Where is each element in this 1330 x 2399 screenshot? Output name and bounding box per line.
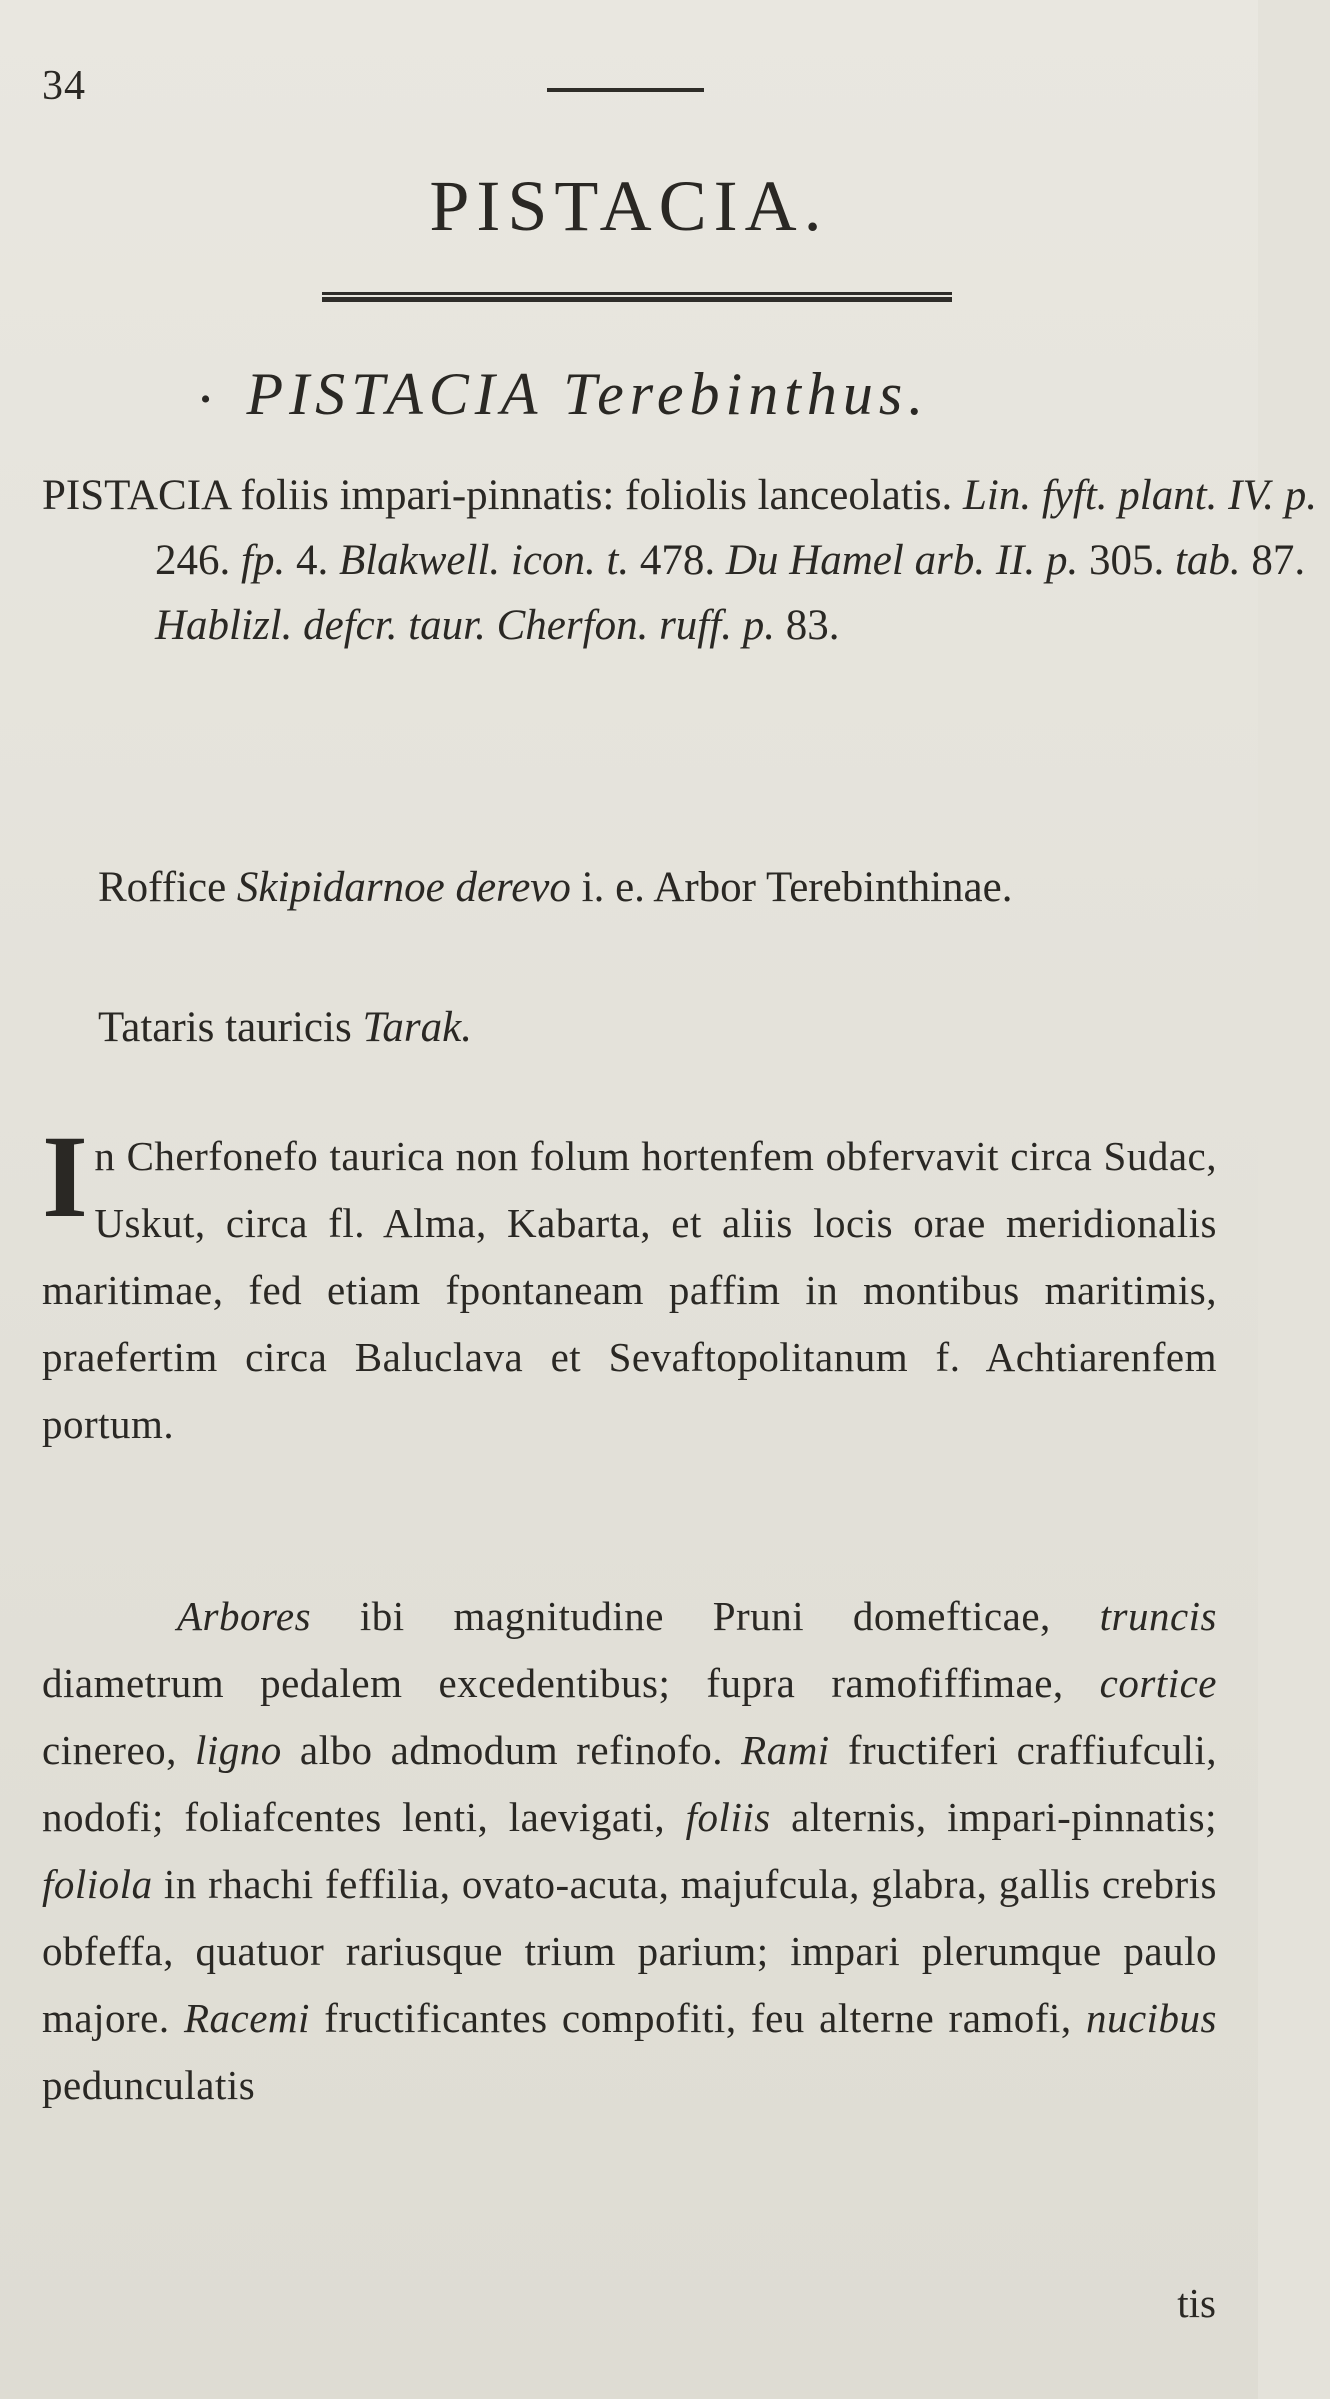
ref-duhamel-tab: tab. <box>1174 537 1241 584</box>
synonymy-entry <box>42 463 1330 658</box>
desc-text-6: alternis, impari-pinnatis; <box>770 1794 1217 1840</box>
vernacular-tatar <box>98 995 1273 1060</box>
title-double-rule <box>322 292 952 302</box>
desc-text-4: albo admodum refinofo. <box>281 1727 742 1773</box>
term-ligno: ligno <box>195 1727 282 1773</box>
drop-cap: I <box>42 1111 89 1242</box>
desc-text-2: diametrum pedalem excedentibus; fupra ramofiffimae, <box>42 1660 1100 1706</box>
header-rule <box>547 88 704 92</box>
ref-blakwell: Blakwell. icon. t. <box>338 537 630 584</box>
ref-linnaeus-page: 246. <box>155 537 231 584</box>
term-rami: Rami <box>741 1727 830 1773</box>
ref-duhamel: Du Hamel arb. II. p. <box>725 537 1079 584</box>
term-truncis: truncis <box>1099 1593 1217 1639</box>
desc-text-1: ibi magnitudine Pruni domefticae, <box>311 1593 1100 1639</box>
vernacular-russian-lead: Roffice <box>98 864 227 911</box>
paragraph-description <box>42 1583 1217 2119</box>
ref-linnaeus-sp: fp. <box>241 537 286 584</box>
vernacular-tatar-name: Tarak. <box>362 1004 472 1051</box>
desc-text-5: fructiferi craffiufculi, nodofi; foliafcentes lenti, laevigati, <box>42 1727 1218 1840</box>
desc-text-3: cinereo, <box>42 1727 196 1773</box>
ref-hablizl: Hablizl. defcr. taur. Cherfon. ruff. <box>155 602 732 649</box>
species-name: PISTACIA Terebinthus. <box>246 361 930 427</box>
term-foliola: foliola <box>42 1861 153 1907</box>
ref-blakwell-num: 478. <box>639 537 716 584</box>
paragraph-habitat <box>42 1111 1217 1458</box>
desc-text-8: fructificantes compofiti, feu alterne ramofi, <box>309 1995 1086 2041</box>
vernacular-tatar-lead: Tataris tauricis <box>98 1004 352 1051</box>
term-nucibus: nucibus <box>1085 1995 1217 2041</box>
ref-hablizl-num: 83. <box>785 602 840 649</box>
term-cortice: cortice <box>1099 1660 1217 1706</box>
term-racemi: Racemi <box>183 1995 310 2041</box>
ref-duhamel-tabnum: 87. <box>1251 537 1306 584</box>
desc-text-7: in rhachi feffilia, ovato-acuta, majufcula, glabra, gallis crebris obfeffa, quatuor rariusque trium parium; impari plerumque paulo majore. <box>42 1861 1217 2041</box>
species-bullet: • <box>200 383 217 417</box>
ref-hablizl-p: p. <box>742 602 775 649</box>
term-foliis: foliis <box>685 1794 771 1840</box>
vernacular-russian-rest: i. e. Arbor Terebinthinae. <box>581 864 1013 911</box>
ref-duhamel-num: 305. <box>1088 537 1165 584</box>
desc-text-9: pedunculatis <box>42 2062 256 2108</box>
paragraph-habitat-text: n Cherfonefo taurica non folum hortenfem obfervavit circa Sudac, Uskut, circa fl. Alma, Kabarta, et aliis locis orae meridionalis maritimae, fed etiam fpontaneam paffim in montibus maritimis, praefertim circa Baluclava et Sevaftopolitanum f. Achtiarenfem portum. <box>42 1133 1217 1447</box>
page-number: 34 <box>42 63 86 109</box>
vernacular-russian <box>98 855 1274 920</box>
synonymy-lead: PISTACIA foliis impari-pinnatis: foliolis lanceolatis. <box>42 472 953 519</box>
species-heading <box>200 360 929 429</box>
ref-linnaeus: Lin. fyft. plant. IV. p. <box>962 472 1317 519</box>
vernacular-russian-name: Skipidarnoe derevo <box>236 864 571 911</box>
term-arbores: Arbores <box>177 1593 312 1639</box>
page-title: PISTACIA. <box>429 166 829 246</box>
catchword: tis <box>1177 2280 1216 2326</box>
ref-linnaeus-spnum: 4. <box>295 537 329 584</box>
